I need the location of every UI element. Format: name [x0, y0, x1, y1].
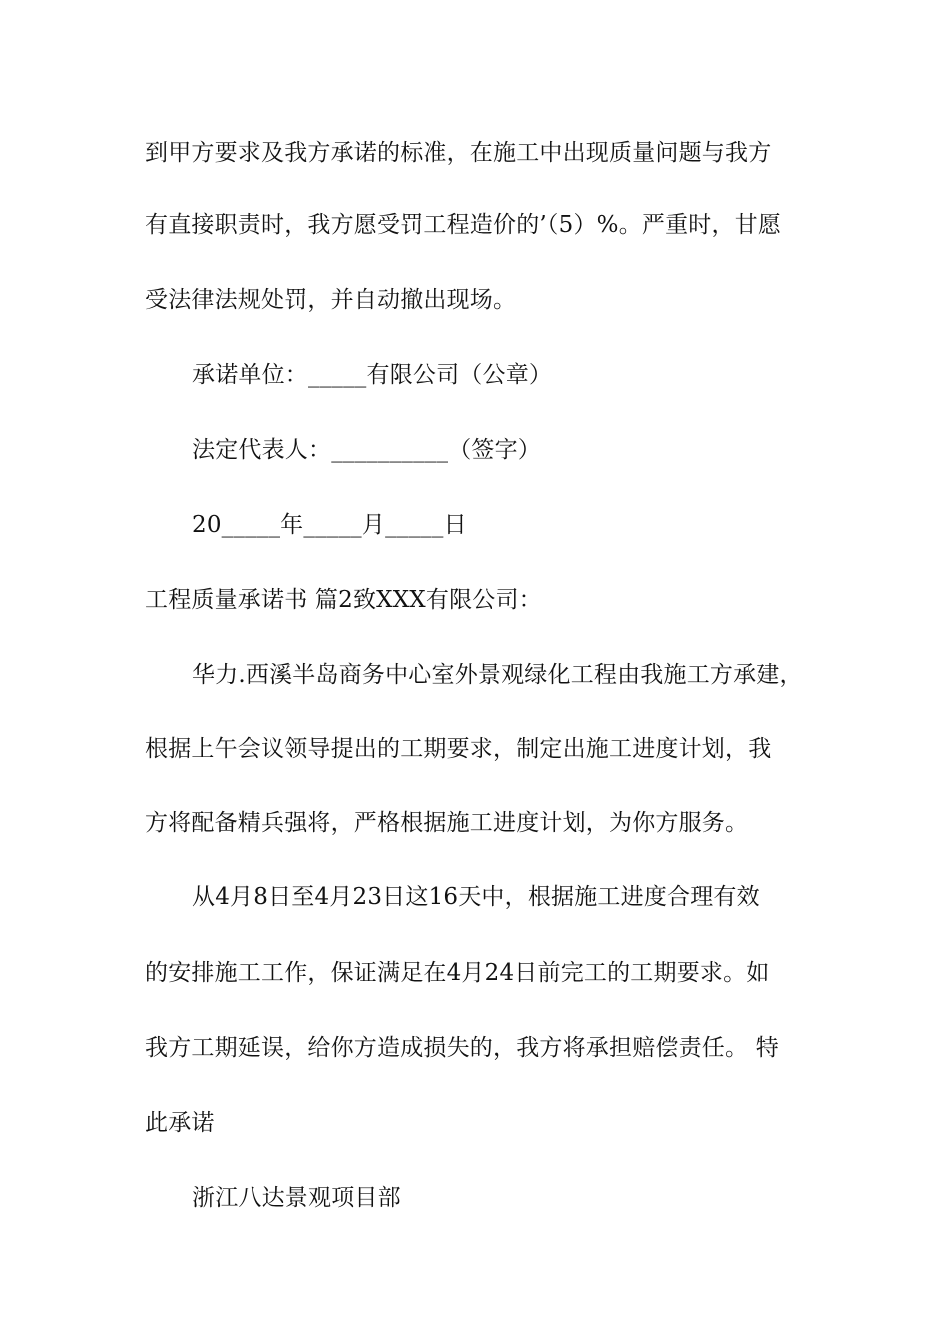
signature-organization: 浙江八达景观项目部	[192, 1185, 401, 1211]
paragraph-line: 受法律法规处罚，并自动撤出现场。	[145, 287, 517, 313]
paragraph-line: 我方工期延误，给你方造成损失的，我方将承担赔偿责任。 特	[145, 1035, 779, 1061]
commitment-unit-line: 承诺单位：_____有限公司（公章）	[192, 362, 553, 388]
date-line: 20_____年_____月_____日	[192, 512, 467, 538]
section-heading: 工程质量承诺书 篇2致XXX有限公司：	[145, 587, 542, 613]
paragraph-line: 方将配备精兵强将，严格根据施工进度计划，为你方服务。	[145, 810, 749, 836]
paragraph-line: 根据上午会议领导提出的工期要求，制定出施工进度计划，我	[145, 736, 772, 762]
paragraph-line: 的安排施工工作，保证满足在4月24日前完工的工期要求。如	[145, 960, 770, 986]
paragraph-line: 到甲方要求及我方承诺的标准，在施工中出现质量问题与我方	[145, 140, 772, 166]
paragraph-line: 此承诺	[145, 1110, 215, 1136]
legal-representative-line: 法定代表人：__________（签字）	[192, 437, 541, 463]
paragraph-line: 华力.西溪半岛商务中心室外景观绿化工程由我施工方承建，	[192, 662, 803, 688]
paragraph-line: 有直接职责时，我方愿受罚工程造价的’（5）%。严重时，甘愿	[145, 212, 782, 238]
paragraph-line: 从4月8日至4月23日这16天中，根据施工进度合理有效	[192, 884, 760, 910]
